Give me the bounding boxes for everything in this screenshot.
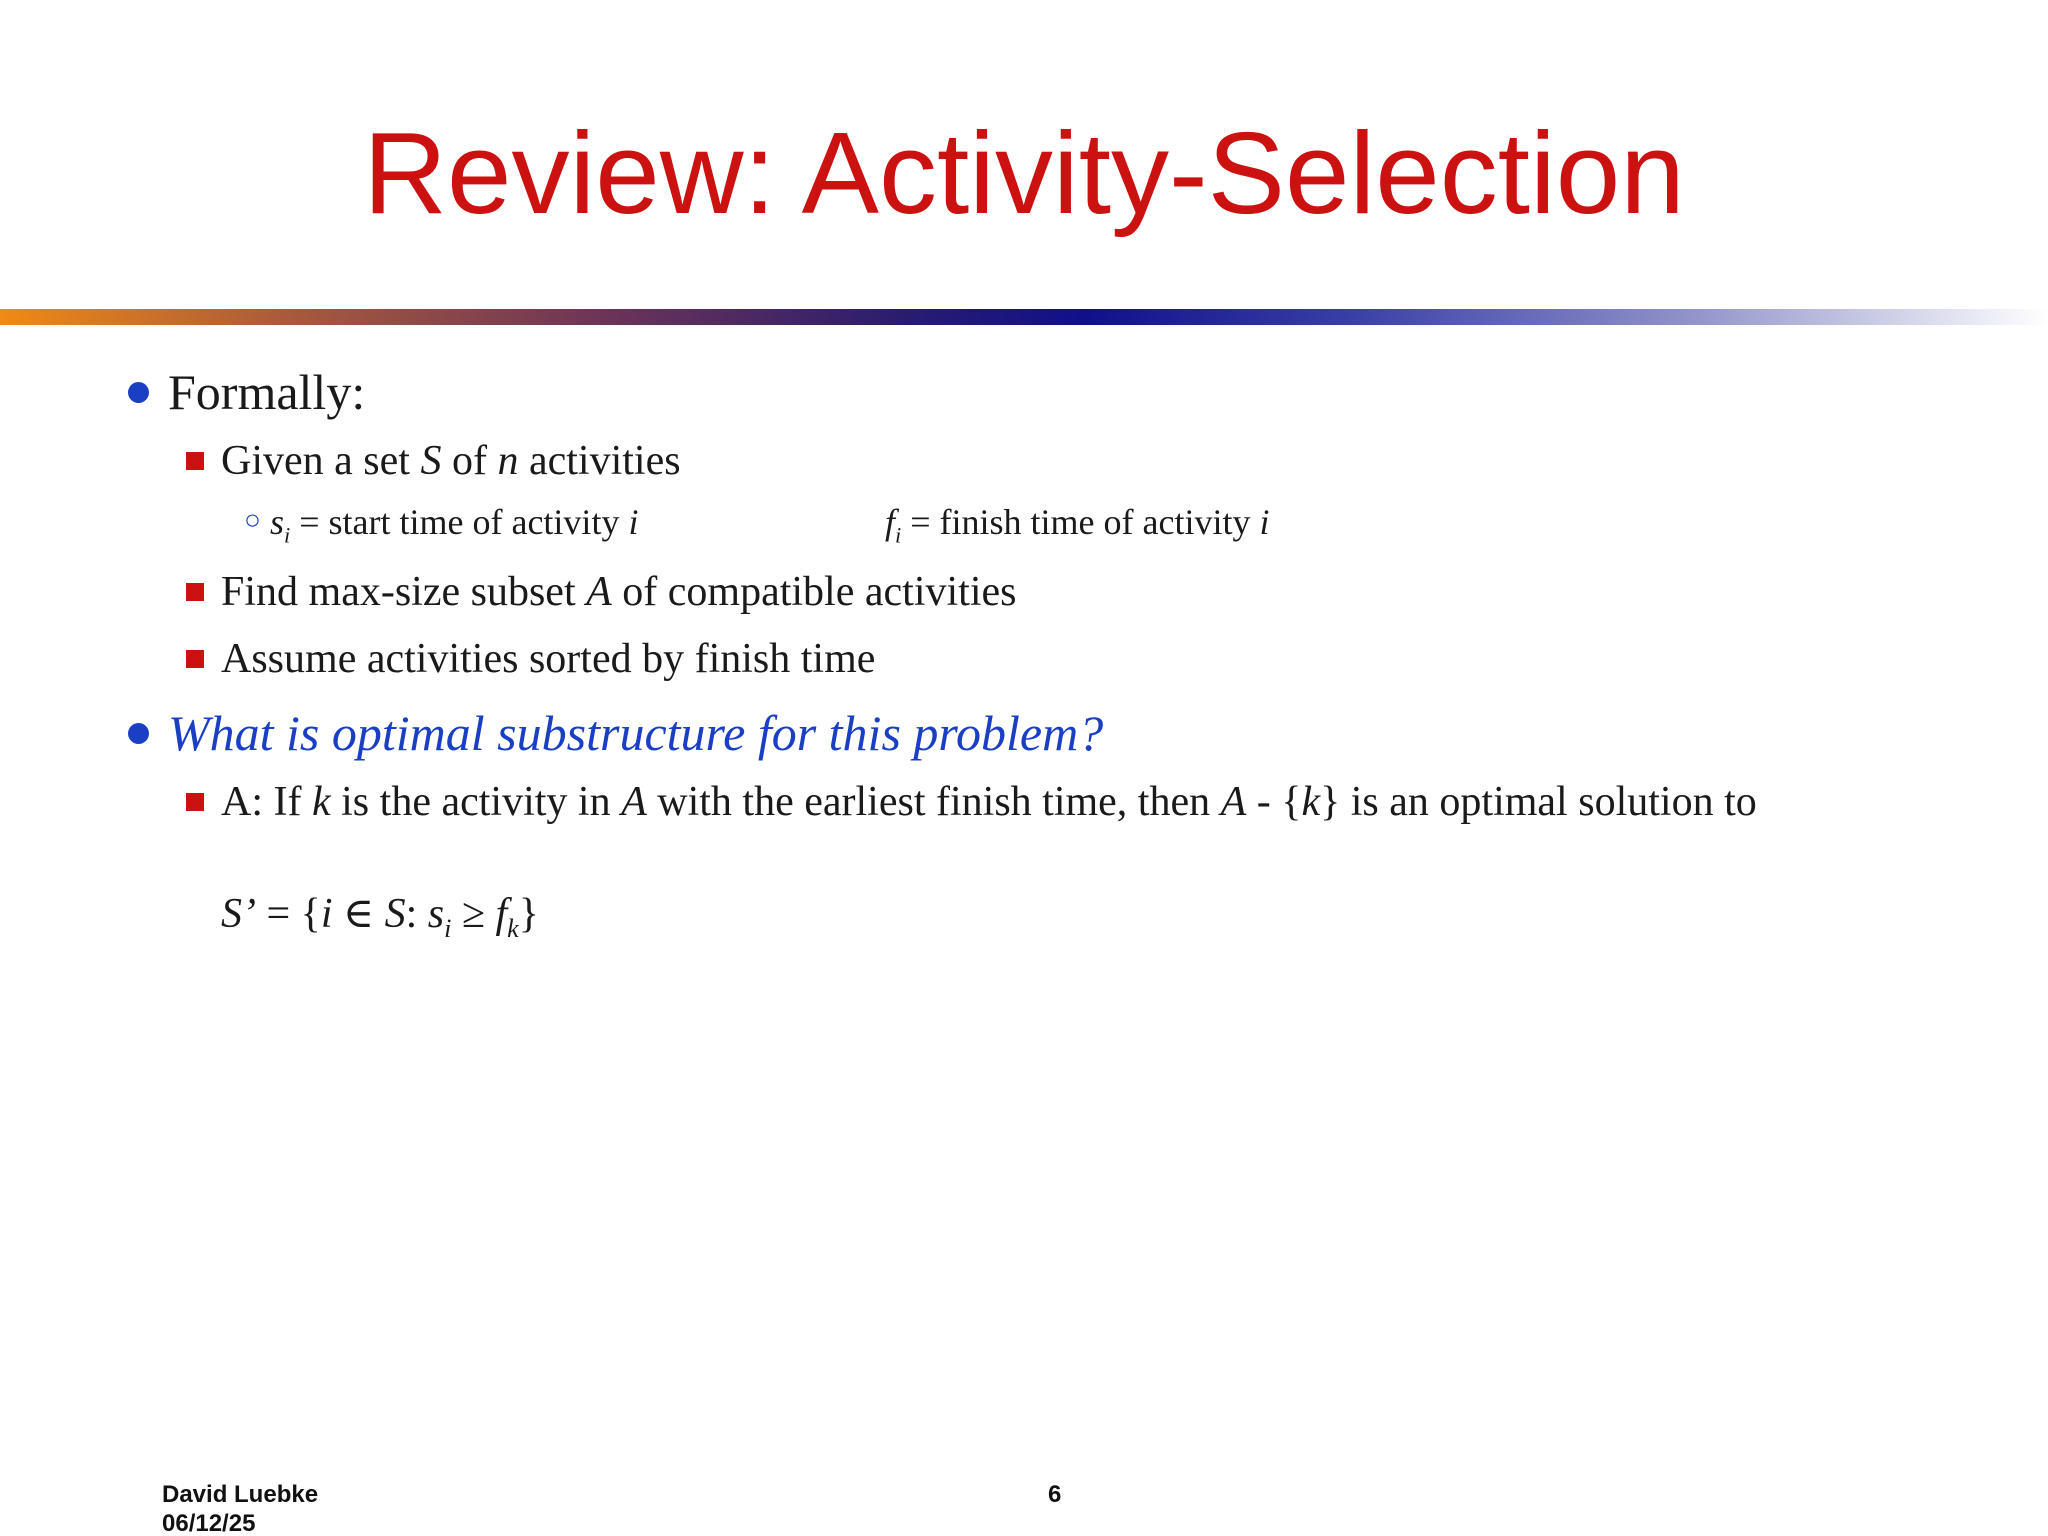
- title-divider: [0, 309, 2048, 325]
- start-subscript-i: i: [284, 522, 291, 548]
- answer-var-A: A: [621, 779, 647, 825]
- bullet-square-icon: [186, 583, 204, 601]
- find-text-1: Find max-size subset: [221, 569, 587, 615]
- start-var-i: i: [628, 502, 639, 542]
- set-var-s: s: [427, 891, 445, 937]
- given-text-1: Given a set: [221, 438, 421, 484]
- bullet-dot-icon: [128, 382, 149, 403]
- answer-text-4: - {: [1246, 779, 1302, 825]
- bullet-given-set: [221, 435, 681, 487]
- start-var-s: s: [270, 502, 285, 542]
- bullet-formally: Formally:: [168, 364, 366, 420]
- given-var-n: n: [497, 438, 519, 484]
- slide-title: Review: Activity-Selection: [363, 108, 1685, 238]
- bullet-dot-icon: [128, 723, 149, 744]
- set-element-of: ∈: [332, 891, 385, 937]
- finish-text: = finish time of activity: [901, 502, 1260, 542]
- answer-text-2: is the activity in: [330, 779, 622, 825]
- given-var-S: S: [420, 438, 442, 484]
- footer-date: 06/12/25: [162, 1510, 256, 1536]
- set-geq: ≥: [451, 891, 496, 937]
- set-colon: :: [405, 891, 428, 937]
- set-var-S: S: [384, 891, 406, 937]
- set-var-f: f: [495, 891, 508, 937]
- footer-page-number: 6: [1048, 1481, 1062, 1508]
- start-time-definition: [270, 500, 638, 557]
- answer-var-A2: A: [1220, 779, 1247, 825]
- set-close: }: [518, 891, 539, 937]
- answer-text-1: A: If: [221, 779, 312, 825]
- set-subscript-k: k: [507, 913, 519, 943]
- given-text-2: of: [441, 438, 498, 484]
- set-var-i: i: [320, 891, 333, 937]
- answer-text-5: } is an optimal solution to: [1320, 779, 1757, 825]
- set-var-Sprime: S’: [221, 891, 256, 937]
- bullet-find-subset: [221, 566, 1016, 618]
- bullet-square-icon: [186, 452, 204, 470]
- finish-subscript-i: i: [895, 522, 902, 548]
- find-var-A: A: [586, 569, 612, 615]
- bullet-question: What is optimal substructure for this problem?: [168, 705, 1104, 761]
- bullet-answer: [221, 776, 1757, 828]
- footer-author: David Luebke: [162, 1481, 319, 1508]
- finish-var-i: i: [1259, 502, 1270, 542]
- answer-text-3: with the earliest finish time, then: [646, 779, 1221, 825]
- find-text-2: of compatible activities: [611, 569, 1017, 615]
- bullet-square-icon: [186, 793, 204, 811]
- bullet-square-icon: [186, 650, 204, 668]
- answer-var-k: k: [311, 779, 331, 825]
- start-text: = start time of activity: [290, 502, 629, 542]
- finish-var-f: f: [885, 502, 896, 542]
- given-text-3: activities: [518, 438, 681, 484]
- finish-time-definition: [885, 500, 1269, 557]
- bullet-assume-sorted: Assume activities sorted by finish time: [221, 636, 876, 682]
- set-equals: = {: [256, 891, 321, 937]
- bullet-ring-icon: ○: [244, 505, 261, 536]
- set-definition: [221, 888, 539, 955]
- set-subscript-i: i: [444, 913, 452, 943]
- answer-var-k2: k: [1301, 779, 1321, 825]
